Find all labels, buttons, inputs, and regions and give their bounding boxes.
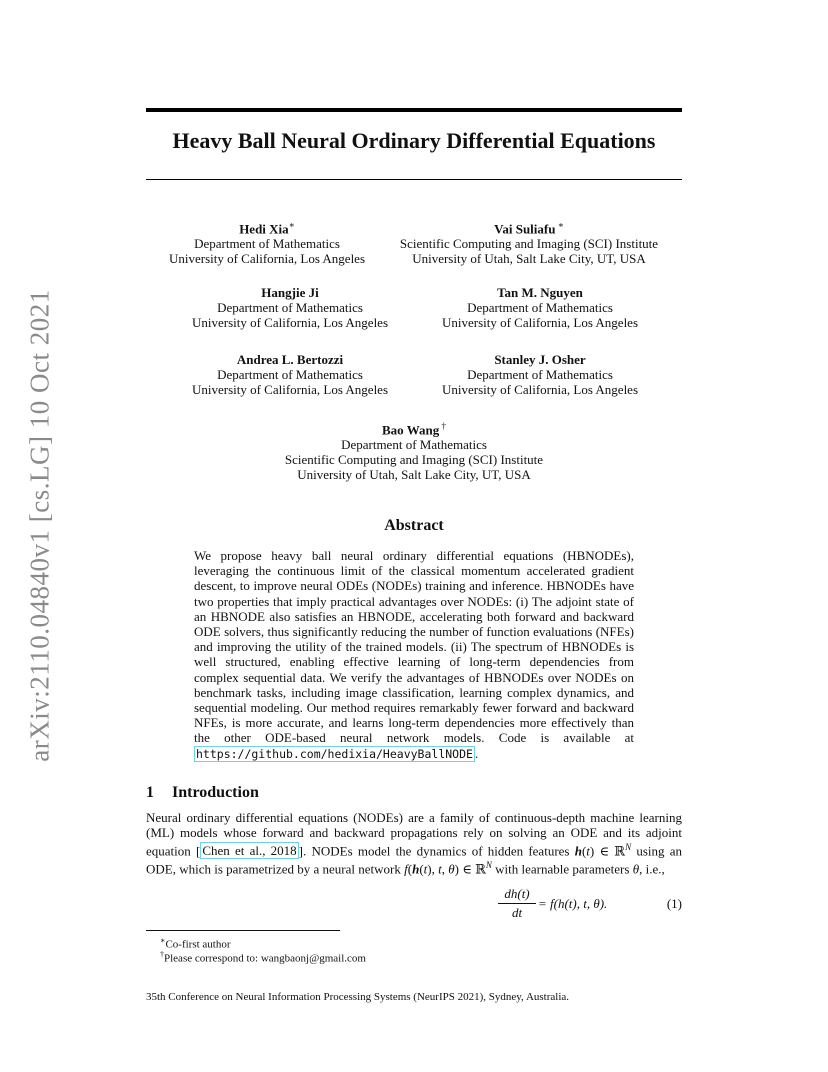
abstract-body [194, 548, 634, 762]
author-affiliation: University of Utah, Salt Lake City, UT, USA [297, 467, 531, 483]
author-affiliation: University of California, Los Angeles [191, 315, 389, 330]
author-affiliation: University of California, Los Angeles [441, 315, 639, 330]
arxiv-stamp [22, 290, 58, 760]
footnote-2 [160, 948, 366, 966]
author-name: Andrea L. Bertozzi [236, 352, 344, 367]
title-rule-top [146, 108, 682, 112]
author-mark: † [439, 421, 446, 431]
title-rule-bottom [146, 179, 682, 180]
footnote-mark: † [160, 950, 164, 959]
equation-fraction [498, 886, 536, 921]
arxiv-stamp-text: arXiv:2110.04840v1 [cs.LG] 10 Oct 2021 [24, 288, 55, 762]
author-affiliation: Scientific Computing and Imaging (SCI) Institute [399, 236, 659, 252]
author-affiliation: University of California, Los Angeles [191, 382, 389, 397]
author-block-2 [388, 218, 670, 266]
author-affiliation: Department of Mathematics [467, 300, 613, 315]
author-block-4 [416, 285, 664, 330]
abstract-heading: Abstract [384, 517, 444, 534]
code-link[interactable]: https://github.com/hedixia/HeavyBallNODE [196, 746, 473, 761]
author-name: Vai Suliafu [494, 221, 556, 237]
intro-text: using an ODE, which is parametrized by a neural network [146, 843, 682, 877]
author-affiliation: Department of Mathematics [217, 300, 363, 315]
author-affiliation: Department of Mathematics [467, 367, 613, 382]
section-title: Introduction [172, 784, 259, 801]
intro-text: . NODEs model the dynamics of hidden features [303, 843, 570, 859]
author-mark: ∗ [555, 220, 564, 230]
intro-text: Neural ordinary differential equations (NODEs) are a family of continuous-depth machine learning (ML) models whose forward and backward propagations rely on solving an ODE and its adjoint equation [146, 810, 682, 859]
footnote-text: Please correspond to: wangbaonj@gmail.com [164, 952, 366, 965]
author-affiliation: Department of Mathematics [217, 367, 363, 382]
author-name: Bao Wang [382, 422, 440, 438]
equation-numerator: dh(t) [498, 886, 536, 904]
author-affiliation: Department of Mathematics [341, 437, 487, 453]
intro-text: with learnable parameters [495, 861, 630, 877]
author-block-5 [166, 352, 414, 397]
author-block-3 [166, 285, 414, 330]
footnote-text: Co-first author [165, 938, 231, 951]
author-name: Hedi Xia [239, 221, 289, 237]
author-block-1 [146, 218, 388, 266]
author-name: Hangjie Ji [261, 285, 319, 300]
equation-denominator: dt [511, 905, 523, 920]
author-affiliation: University of California, Los Angeles [441, 382, 639, 397]
abstract-text: We propose heavy ball neural ordinary differential equations (HBNODEs), leveraging the continuous limit of the classical momentum accelerated gradient descent, to improve neural ODEs (NODEs) training and inference. HBNODEs have two properties that imply practical advantages over NODEs: (i) The adjoint state of an HBNODE also satisfies an HBNODE, accelerating both forward and backward ODE solvers, thus significantly reducing the number of function evaluations (NFEs) and improving the utility of the trained models. (ii) The spectrum of HBNODEs is well structured, enabling effective learning of long-term dependencies from complex sequential data. We verify the advantages of HBNODEs over NODEs on benchmark tasks, including image classification, learning complex dynamics, and sequential modeling. Our method requires remarkably fewer forward and backward NFEs, is more accurate, and learns long-term dependencies more effectively than the other ODE-based neural network models. Code is available at [194, 548, 634, 746]
footnote-mark: ∗ [160, 936, 166, 945]
intro-text: , i.e., [639, 861, 665, 877]
abstract-end: . [474, 745, 479, 761]
equation-rhs: = f(h(t), t, θ). [538, 896, 608, 911]
paper-title: Heavy Ball Neural Ordinary Differential Equations [172, 128, 656, 153]
equation-1 [146, 884, 682, 924]
footnote-rule [146, 930, 340, 931]
conference-note: 35th Conference on Neural Information Processing Systems (NeurIPS 2021), Sydney, Australia. [146, 991, 570, 1003]
section-number: 1 [146, 784, 154, 801]
citation-link[interactable]: Chen et al., 2018 [202, 843, 297, 859]
author-mark: ∗ [288, 220, 295, 230]
author-affiliation: Scientific Computing and Imaging (SCI) Institute [284, 452, 544, 468]
author-block-7 [146, 419, 682, 482]
equation-number: (1) [666, 896, 682, 911]
author-block-6 [416, 352, 664, 397]
author-affiliation: Department of Mathematics [194, 236, 340, 252]
author-affiliation: University of Utah, Salt Lake City, UT, USA [412, 251, 646, 267]
author-name: Stanley J. Osher [494, 352, 586, 367]
author-affiliation: University of California, Los Angeles [168, 251, 366, 267]
intro-paragraph: Neural ordinary differential equations (NODEs) are a family of continuous-depth machine learning (ML) models whose forward and backward propagations rely on solving an ODE and its adjoint equation [ Chen et al., 2018 ]. NODEs model the dynamics of hidden features h(t) ∈ ℝ$^N$ using an ODE, which is parametrized by a neural network f(h(t), t, θ) ∈ ℝ$^N$ with learnable parameters θ, i.e., [146, 810, 682, 877]
section-heading [146, 784, 259, 802]
author-name: Tan M. Nguyen [497, 285, 583, 300]
